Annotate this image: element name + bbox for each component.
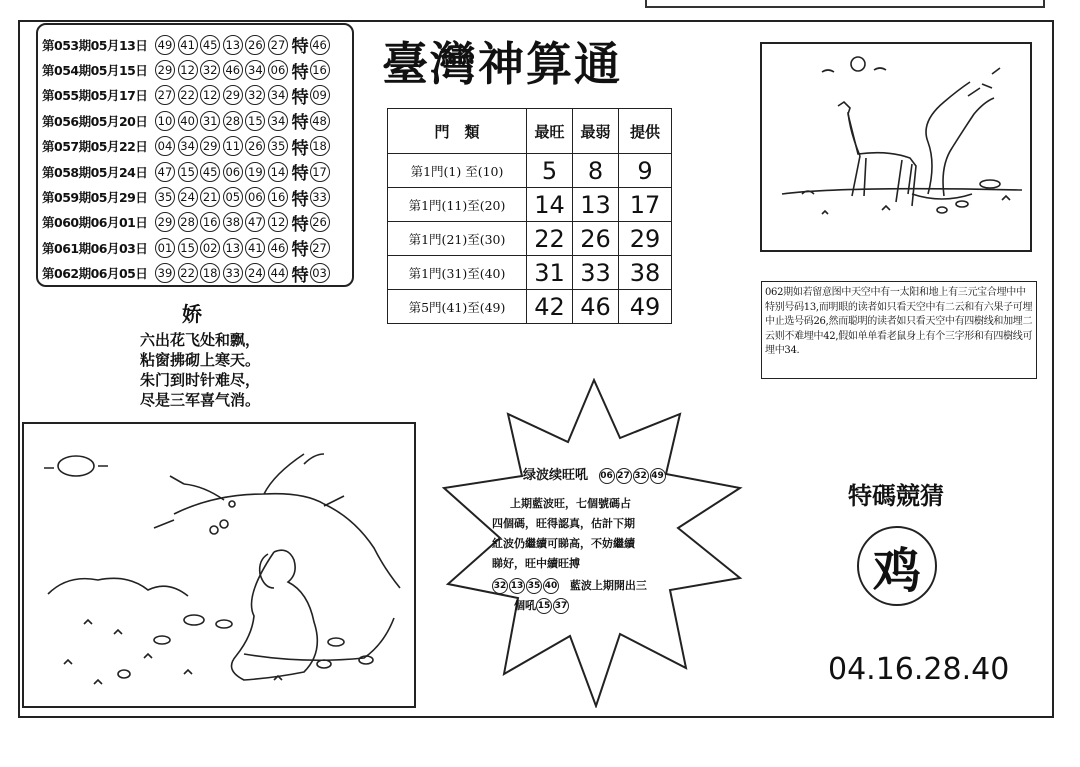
ball: 32 bbox=[633, 468, 649, 484]
star-text-line: 睇好，旺中續旺搏 bbox=[492, 557, 580, 570]
ball: 26 bbox=[245, 35, 265, 55]
table-row bbox=[388, 256, 672, 290]
top-edge-box bbox=[645, 0, 1045, 8]
ball: 12 bbox=[200, 85, 220, 105]
ball: 22 bbox=[178, 85, 198, 105]
cell-value: 17 bbox=[619, 188, 672, 222]
special-ball: 26 bbox=[310, 212, 330, 232]
ball: 32 bbox=[492, 578, 508, 594]
table-header: 最弱 bbox=[573, 109, 619, 154]
ball: 05 bbox=[223, 187, 243, 207]
star-heading: 绿波续旺吼 bbox=[523, 468, 589, 483]
ball: 29 bbox=[200, 136, 220, 156]
ball: 18 bbox=[200, 263, 220, 283]
ball: 35 bbox=[155, 187, 175, 207]
special-ball: 48 bbox=[310, 111, 330, 131]
table-header-row bbox=[388, 109, 672, 154]
ball: 29 bbox=[155, 212, 175, 232]
cell-value: 14 bbox=[527, 188, 573, 222]
special-ball: 16 bbox=[310, 60, 330, 80]
cell-value: 42 bbox=[527, 290, 573, 324]
poem-line: 粘窗拂砌上寒天。 bbox=[140, 351, 261, 369]
draw-history-box bbox=[36, 23, 354, 287]
ball: 22 bbox=[178, 263, 198, 283]
ball: 28 bbox=[223, 111, 243, 131]
hint-note: 062期如若留意图中天空中有一太阳和地上有三元宝合埋中中特别号码13,而明眼的读者如只看天空中有二云和有六果子可埋中止选号码26,然而聪明的读者如只看天空中有四樹线和加埋二云则不难埋中42,假如单单看老鼠身上有个三字形和有四樹线可埋中34. bbox=[761, 281, 1037, 379]
ball: 35 bbox=[526, 578, 542, 594]
ball: 28 bbox=[178, 212, 198, 232]
ball: 33 bbox=[223, 263, 243, 283]
history-row bbox=[42, 32, 352, 57]
special-ball: 33 bbox=[310, 187, 330, 207]
ball: 32 bbox=[245, 85, 265, 105]
table-row bbox=[388, 188, 672, 222]
star-bottom-line bbox=[492, 576, 647, 596]
ball: 06 bbox=[223, 162, 243, 182]
ball: 12 bbox=[268, 212, 288, 232]
ball: 16 bbox=[200, 212, 220, 232]
ball: 47 bbox=[245, 212, 265, 232]
ball: 06 bbox=[245, 187, 265, 207]
zodiac-circle bbox=[857, 526, 937, 606]
ball: 15 bbox=[536, 598, 552, 614]
ball: 34 bbox=[178, 136, 198, 156]
ball: 41 bbox=[245, 238, 265, 258]
special-label: 特 bbox=[291, 240, 309, 261]
cell-value: 31 bbox=[527, 256, 573, 290]
draw-label: 第056期05月20日 bbox=[42, 113, 148, 129]
ball: 11 bbox=[223, 136, 243, 156]
ball: 37 bbox=[553, 598, 569, 614]
draw-label: 第054期05月15日 bbox=[42, 63, 148, 79]
ball: 27 bbox=[616, 468, 632, 484]
star-text-line: 上期藍波旺，七個號碼占 bbox=[510, 497, 631, 510]
ball: 04 bbox=[155, 136, 175, 156]
cell-value: 13 bbox=[573, 188, 619, 222]
special-label: 特 bbox=[291, 37, 309, 58]
ball: 24 bbox=[245, 263, 265, 283]
ball: 40 bbox=[543, 578, 559, 594]
ball: 15 bbox=[178, 162, 198, 182]
ball: 19 bbox=[245, 162, 265, 182]
ball: 29 bbox=[223, 85, 243, 105]
draw-label: 第060期06月01日 bbox=[42, 215, 148, 231]
ball: 38 bbox=[223, 212, 243, 232]
row-label: 第5門(41)至(49) bbox=[388, 290, 527, 324]
cell-value: 38 bbox=[619, 256, 672, 290]
ball: 13 bbox=[223, 238, 243, 258]
special-label: 特 bbox=[291, 87, 309, 108]
ball: 46 bbox=[223, 60, 243, 80]
draw-label: 第062期06月05日 bbox=[42, 266, 148, 282]
table-row bbox=[388, 222, 672, 256]
ball: 01 bbox=[155, 238, 175, 258]
ball: 46 bbox=[268, 238, 288, 258]
ball: 47 bbox=[155, 162, 175, 182]
star-bottom-text: 藍波上期開出三 bbox=[569, 579, 647, 592]
history-row bbox=[42, 235, 352, 260]
page-title: 臺灣神算通 bbox=[382, 37, 622, 91]
table-header: 提供 bbox=[619, 109, 672, 154]
scholar-drawing bbox=[24, 424, 414, 706]
cell-value: 33 bbox=[573, 256, 619, 290]
row-label: 第1門(31)至(40) bbox=[388, 256, 527, 290]
guess-numbers: 04.16.28.40 bbox=[828, 652, 1010, 687]
ball: 31 bbox=[200, 111, 220, 131]
poem-line: 朱门到时针难尽， bbox=[140, 371, 261, 389]
row-label: 第1門(1) 至(10) bbox=[388, 154, 527, 188]
ball: 14 bbox=[268, 162, 288, 182]
ball: 27 bbox=[268, 35, 288, 55]
draw-label: 第055期05月17日 bbox=[42, 88, 148, 104]
history-row bbox=[42, 261, 352, 286]
ball: 06 bbox=[268, 60, 288, 80]
table-row bbox=[388, 154, 672, 188]
history-row bbox=[42, 108, 352, 133]
ball: 27 bbox=[155, 85, 175, 105]
special-ball: 46 bbox=[310, 35, 330, 55]
history-row bbox=[42, 184, 352, 209]
ball: 49 bbox=[155, 35, 175, 55]
poem-line: 六出花飞处和飘， bbox=[140, 331, 261, 349]
cell-value: 26 bbox=[573, 222, 619, 256]
special-ball: 18 bbox=[310, 136, 330, 156]
row-label: 第1門(21)至(30) bbox=[388, 222, 527, 256]
history-row bbox=[42, 134, 352, 159]
ball: 34 bbox=[268, 85, 288, 105]
poem-title: 娇 bbox=[182, 302, 202, 326]
star-text-line: 四個碼，旺得認真，估計下期 bbox=[492, 517, 635, 530]
ball: 10 bbox=[155, 111, 175, 131]
row-label: 第1門(11)至(20) bbox=[388, 188, 527, 222]
special-ball: 09 bbox=[310, 85, 330, 105]
special-label: 特 bbox=[291, 189, 309, 210]
guess-title: 特碼競猜 bbox=[848, 481, 944, 510]
star-text-line: 紅波仍繼續可睇高，不妨繼續 bbox=[492, 537, 635, 550]
special-ball: 27 bbox=[310, 238, 330, 258]
cell-value: 8 bbox=[573, 154, 619, 188]
ball: 13 bbox=[223, 35, 243, 55]
ball: 35 bbox=[268, 136, 288, 156]
table-row bbox=[388, 290, 672, 324]
star-text bbox=[492, 494, 647, 616]
scholar-illustration bbox=[22, 422, 416, 708]
special-ball: 03 bbox=[310, 263, 330, 283]
ball: 34 bbox=[245, 60, 265, 80]
deer-drawing bbox=[762, 44, 1030, 250]
star-last-line bbox=[492, 596, 647, 616]
cell-value: 29 bbox=[619, 222, 672, 256]
history-row bbox=[42, 210, 352, 235]
history-row bbox=[42, 159, 352, 184]
ball: 15 bbox=[178, 238, 198, 258]
zodiac-text: 鸡 bbox=[872, 542, 921, 599]
ball: 40 bbox=[178, 111, 198, 131]
cell-value: 5 bbox=[527, 154, 573, 188]
ball: 29 bbox=[155, 60, 175, 80]
ball: 24 bbox=[178, 187, 198, 207]
ball: 32 bbox=[200, 60, 220, 80]
draw-label: 第061期06月03日 bbox=[42, 240, 148, 256]
ball: 21 bbox=[200, 187, 220, 207]
ball: 34 bbox=[268, 111, 288, 131]
draw-label: 第057期05月22日 bbox=[42, 139, 148, 155]
draw-label: 第059期05月29日 bbox=[42, 190, 148, 206]
special-label: 特 bbox=[291, 214, 309, 235]
cell-value: 9 bbox=[619, 154, 672, 188]
history-row bbox=[42, 83, 352, 108]
table-header: 門 類 bbox=[388, 109, 527, 154]
special-label: 特 bbox=[291, 113, 309, 134]
draw-label: 第058期05月24日 bbox=[42, 164, 148, 180]
deer-illustration bbox=[760, 42, 1032, 252]
ball: 45 bbox=[200, 162, 220, 182]
star-last-prefix: 個吼 bbox=[514, 599, 536, 612]
ball: 16 bbox=[268, 187, 288, 207]
ball: 02 bbox=[200, 238, 220, 258]
special-label: 特 bbox=[291, 62, 309, 83]
poem-line: 尽是三军喜气消。 bbox=[140, 391, 261, 409]
ball: 06 bbox=[599, 468, 615, 484]
table-header: 最旺 bbox=[527, 109, 573, 154]
star-heading-line bbox=[523, 466, 667, 486]
ball: 26 bbox=[245, 136, 265, 156]
special-label: 特 bbox=[291, 138, 309, 159]
cell-value: 46 bbox=[573, 290, 619, 324]
poem bbox=[140, 330, 260, 410]
ball: 41 bbox=[178, 35, 198, 55]
ball: 39 bbox=[155, 263, 175, 283]
category-table bbox=[387, 108, 672, 324]
ball: 13 bbox=[509, 578, 525, 594]
special-label: 特 bbox=[291, 265, 309, 286]
ball: 44 bbox=[268, 263, 288, 283]
draw-label: 第053期05月13日 bbox=[42, 37, 148, 53]
ball: 49 bbox=[650, 468, 666, 484]
special-label: 特 bbox=[291, 164, 309, 185]
ball: 12 bbox=[178, 60, 198, 80]
special-ball: 17 bbox=[310, 162, 330, 182]
cell-value: 49 bbox=[619, 290, 672, 324]
cell-value: 22 bbox=[527, 222, 573, 256]
ball: 15 bbox=[245, 111, 265, 131]
ball: 45 bbox=[200, 35, 220, 55]
history-row bbox=[42, 57, 352, 82]
